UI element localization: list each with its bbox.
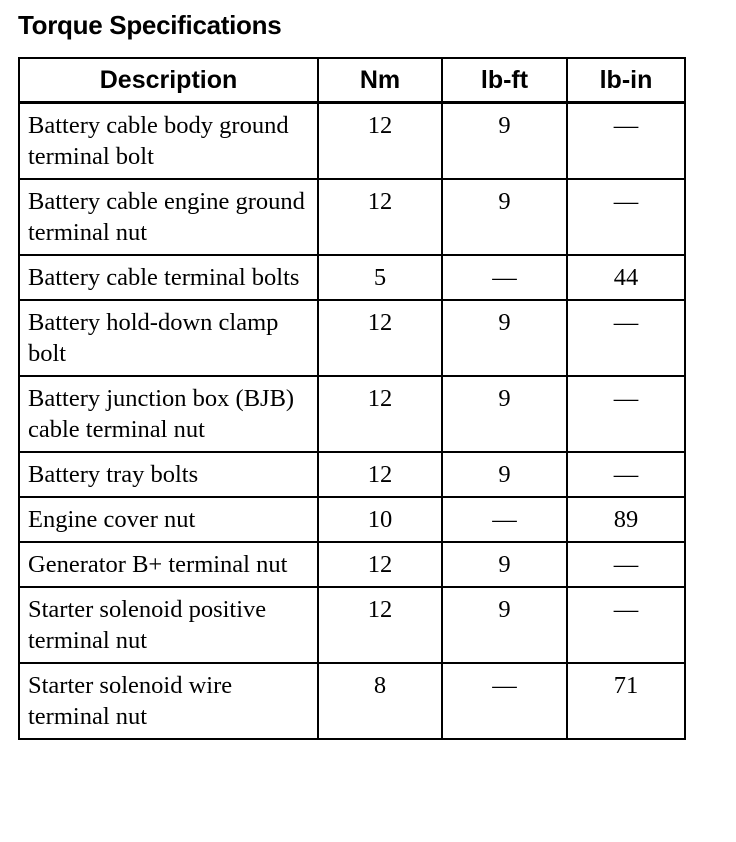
table-row [19, 300, 685, 376]
lb-in-cell: — [567, 587, 685, 663]
lb-in-cell: — [567, 300, 685, 376]
description-cell: Generator B+ terminal nut [19, 542, 318, 587]
lb-ft-cell: 9 [442, 376, 567, 452]
nm-cell: 5 [318, 255, 442, 300]
lb-in-cell: — [567, 103, 685, 180]
nm-cell: 12 [318, 179, 442, 255]
lb-ft-cell: 9 [442, 103, 567, 180]
table-row [19, 103, 685, 180]
description-cell: Starter solenoid wire terminal nut [19, 663, 318, 739]
table-row [19, 497, 685, 542]
lb-ft-cell: 9 [442, 179, 567, 255]
nm-cell: 12 [318, 300, 442, 376]
description-cell: Battery junction box (BJB) cable terminal nut [19, 376, 318, 452]
description-cell: Starter solenoid positive terminal nut [19, 587, 318, 663]
description-cell: Battery cable body ground terminal bolt [19, 103, 318, 180]
header-lb-ft: lb-ft [442, 58, 567, 103]
lb-in-cell: — [567, 452, 685, 497]
lb-ft-cell: 9 [442, 452, 567, 497]
lb-ft-cell: 9 [442, 300, 567, 376]
lb-in-cell: — [567, 179, 685, 255]
lb-in-cell: — [567, 376, 685, 452]
nm-cell: 12 [318, 542, 442, 587]
header-lb-in: lb-in [567, 58, 685, 103]
lb-in-cell: 44 [567, 255, 685, 300]
table-header-row [19, 58, 685, 103]
description-cell: Battery hold-down clamp bolt [19, 300, 318, 376]
nm-cell: 12 [318, 103, 442, 180]
lb-ft-cell: 9 [442, 587, 567, 663]
lb-ft-cell: 9 [442, 542, 567, 587]
table-row [19, 452, 685, 497]
description-cell: Battery cable terminal bolts [19, 255, 318, 300]
header-description: Description [19, 58, 318, 103]
nm-cell: 12 [318, 452, 442, 497]
lb-in-cell: 71 [567, 663, 685, 739]
nm-cell: 10 [318, 497, 442, 542]
lb-in-cell: — [567, 542, 685, 587]
lb-ft-cell: — [442, 663, 567, 739]
lb-ft-cell: — [442, 497, 567, 542]
description-cell: Battery tray bolts [19, 452, 318, 497]
nm-cell: 12 [318, 376, 442, 452]
table-row [19, 179, 685, 255]
table-row [19, 663, 685, 739]
description-cell: Battery cable engine ground terminal nut [19, 179, 318, 255]
lb-ft-cell: — [442, 255, 567, 300]
description-cell: Engine cover nut [19, 497, 318, 542]
lb-in-cell: 89 [567, 497, 685, 542]
torque-spec-table [18, 57, 686, 740]
table-row [19, 255, 685, 300]
table-row [19, 376, 685, 452]
header-nm: Nm [318, 58, 442, 103]
nm-cell: 8 [318, 663, 442, 739]
nm-cell: 12 [318, 587, 442, 663]
table-row [19, 587, 685, 663]
table-row [19, 542, 685, 587]
page-title: Torque Specifications [18, 10, 282, 40]
